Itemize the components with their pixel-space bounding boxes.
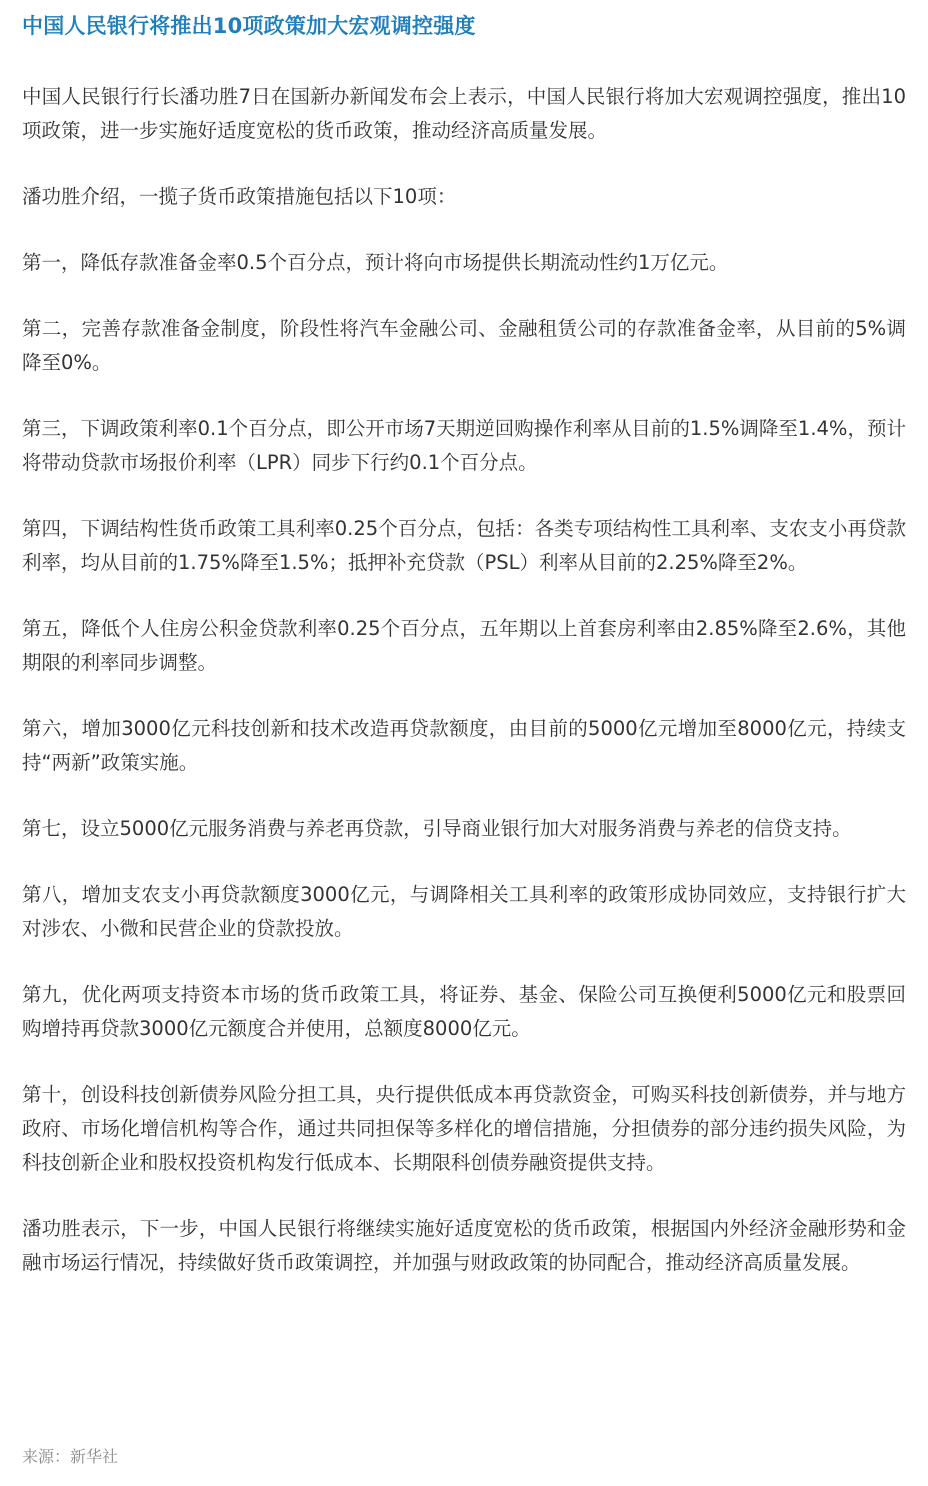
paragraph-intro: 中国人民银行行长潘功胜7日在国新办新闻发布会上表示，中国人民银行将加大宏观调控强度，推出10项政策，进一步实施好适度宽松的货币政策，推动经济高质量发展。 xyxy=(22,85,906,142)
paragraph-policy-9: 第九，优化两项支持资本市场的货币政策工具，将证券、基金、保险公司互换便利5000亿元和股票回购增持再贷款3000亿元额度合并使用，总额度8000亿元。 xyxy=(22,983,906,1040)
article-source: 来源：新华社 xyxy=(22,1447,119,1466)
paragraph-policy-10: 第十，创设科技创新债券风险分担工具，央行提供低成本再贷款资金，可购买科技创新债券，并与地方政府、市场化增信机构等合作，通过共同担保等多样化的增信措施，分担债券的部分违约损失风险，为科技创新企业和股权投资机构发行低成本、长期限科创债券融资提供支持。 xyxy=(22,1083,906,1174)
paragraph-policy-1: 第一，降低存款准备金率0.5个百分点，预计将向市场提供长期流动性约1万亿元。 xyxy=(22,251,729,274)
paragraph-policy-3: 第三，下调政策利率0.1个百分点，即公开市场7天期逆回购操作利率从目前的1.5%调降至1.4%，预计将带动贷款市场报价利率（LPR）同步下行约0.1个百分点。 xyxy=(22,417,906,474)
paragraph-conclusion: 潘功胜表示，下一步，中国人民银行将继续实施好适度宽松的货币政策，根据国内外经济金融形势和金融市场运行情况，持续做好货币政策调控，并加强与财政政策的协同配合，推动经济高质量发展。 xyxy=(22,1217,906,1274)
article-title: 中国人民银行将推出10项政策加大宏观调控强度 xyxy=(22,14,476,38)
paragraph-policy-5: 第五，降低个人住房公积金贷款利率0.25个百分点，五年期以上首套房利率由2.85%降至2.6%，其他期限的利率同步调整。 xyxy=(22,617,906,674)
paragraph-policy-6: 第六，增加3000亿元科技创新和技术改造再贷款额度，由目前的5000亿元增加至8000亿元，持续支持“两新”政策实施。 xyxy=(22,717,906,774)
paragraph-policy-2: 第二，完善存款准备金制度，阶段性将汽车金融公司、金融租赁公司的存款准备金率，从目前的5%调降至0%。 xyxy=(22,317,906,374)
paragraph-policy-7: 第七，设立5000亿元服务消费与养老再贷款，引导商业银行加大对服务消费与养老的信贷支持。 xyxy=(22,817,852,840)
paragraph-overview: 潘功胜介绍，一揽子货币政策措施包括以下10项： xyxy=(22,185,457,208)
paragraph-policy-8: 第八，增加支农支小再贷款额度3000亿元，与调降相关工具利率的政策形成协同效应，支持银行扩大对涉农、小微和民营企业的贷款投放。 xyxy=(22,883,906,940)
article-body xyxy=(22,80,906,1280)
article xyxy=(22,10,906,1312)
paragraph-policy-4: 第四，下调结构性货币政策工具利率0.25个百分点，包括：各类专项结构性工具利率、支农支小再贷款利率，均从目前的1.75%降至1.5%；抵押补充贷款（PSL）利率从目前的2.25%降至2%。 xyxy=(22,517,906,574)
